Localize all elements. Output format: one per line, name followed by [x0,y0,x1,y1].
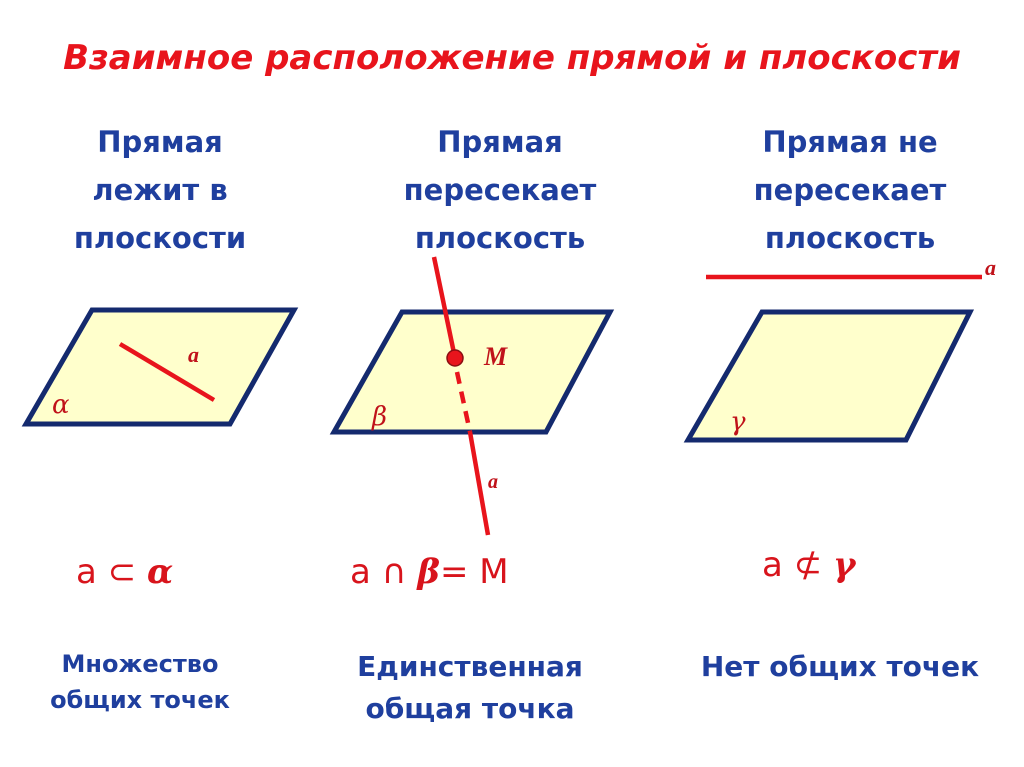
formula-var: a [350,552,371,592]
plane-label-beta: β [372,402,388,432]
formula-subset [76,552,173,592]
intersection-point-m [447,350,463,366]
plane-label-alpha: α [52,390,70,420]
line-a-lower [470,432,488,535]
heading-not-intersects-plane: Прямая не пересекает плоскость [753,125,947,255]
page-title: Взаимное расположение прямой и плоскости [63,38,961,78]
formula-var: a [76,552,97,592]
line-label-a: a [188,342,199,367]
caption-single-common-point: Единственная общая точка [357,650,583,725]
heading-intersects-plane: Прямая пересекает плоскость [403,125,597,255]
diagram-intersects-plane [334,257,610,535]
formula-greek: β [417,552,440,592]
plane-label-gamma: γ [730,407,746,437]
formula-rest: = M [439,552,509,592]
line-label-a: a [985,255,996,280]
subset-symbol: ⊂ [96,552,147,592]
point-label-m: M [484,342,508,371]
formula-intersection [350,552,509,592]
line-label-a: a [488,471,498,493]
caption-no-common-points: Нет общих точек [700,650,980,683]
heading-lies-in-plane: Прямая лежит в плоскости [73,125,247,255]
formula-var: a [762,545,783,585]
diagram-lies-in-plane [26,310,294,424]
caption-many-common-points: Множество общих точек [50,650,230,714]
formula-not-subset [762,545,855,585]
not-subset-symbol: ⊄ [782,545,833,585]
formula-greek: α [146,552,174,592]
intersection-symbol: ∩ [370,552,418,592]
diagram-not-intersects-plane [688,255,996,440]
formula-greek: γ [832,545,856,585]
